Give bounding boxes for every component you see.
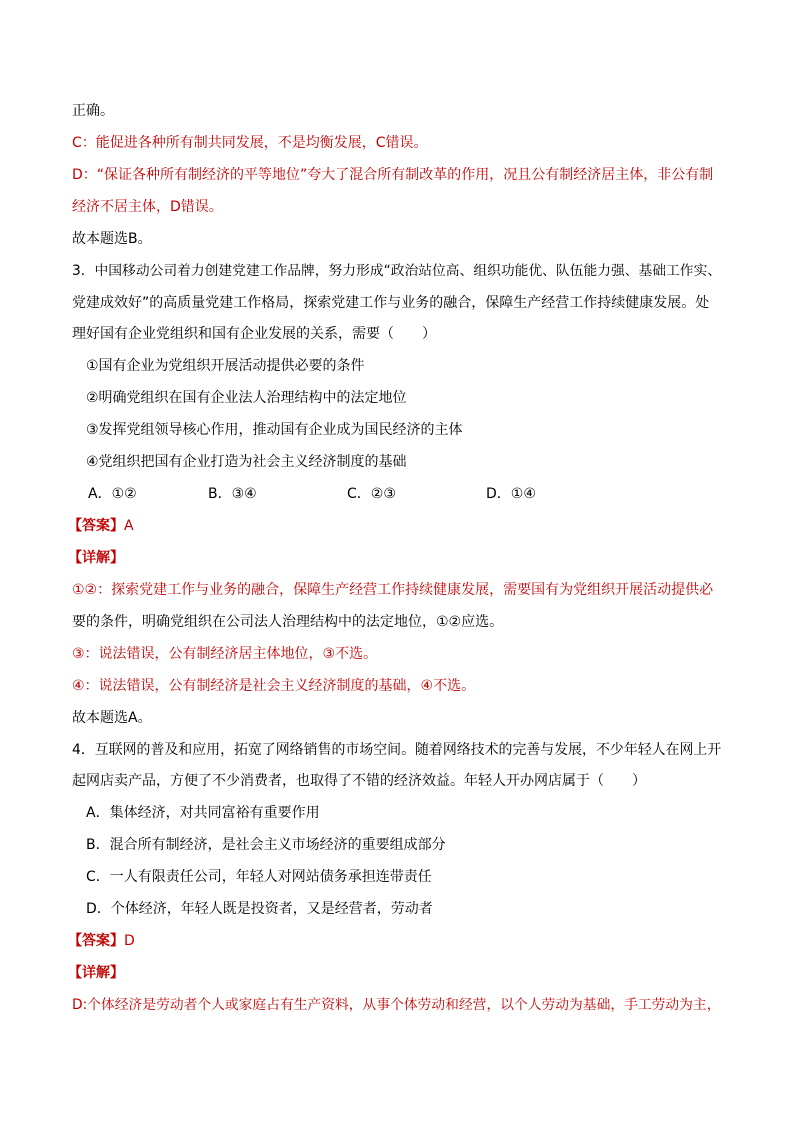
q3-item-1: ①国有企业为党组织开展活动提供必要的条件 — [86, 358, 365, 374]
q3-option-a: A．①② — [88, 486, 137, 502]
q4-detail-heading — [68, 963, 722, 983]
q3-item-4: ④党组织把国有企业打造为社会主义经济制度的基础 — [86, 454, 407, 470]
q4-stem-line2: 起网店卖产品，方便了不少消费者，也取得了不错的经济效益。年轻人开办网店属于（ ） — [72, 773, 646, 789]
q3-option-d: D．①④ — [486, 486, 536, 502]
explanation-d-line1: D：“保证各种所有制经济的平等地位”夸大了混合所有制改革的作用，况且公有制经济居主体，非公有制 — [72, 167, 714, 183]
answer-tag: 【答案】 — [68, 518, 124, 534]
q4-option-a: A．集体经济，对共同富裕有重要作用 — [86, 805, 320, 821]
q3-detail-line4: ④：说法错误，公有制经济是社会主义经济制度的基础，④不选。 — [72, 678, 476, 694]
q3-option-b: B．③④ — [208, 486, 257, 502]
explanation-d-line2: 经济不居主体，D错误。 — [72, 199, 223, 215]
detail-tag: 【详解】 — [68, 965, 124, 981]
q4-option-d: D．个体经济，年轻人既是投资者，又是经营者，劳动者 — [86, 901, 433, 917]
q3-stem-line3: 理好国有企业党组织和国有企业发展的关系，需要（ ） — [72, 326, 436, 342]
q3-stem-line1: 3．中国移动公司着力创建党建工作品牌，努力形成“政治站位高、组织功能优、队伍能力强、基础工作实、 — [72, 263, 722, 279]
q3-detail-line3: ③：说法错误，公有制经济居主体地位，③不选。 — [72, 646, 378, 662]
q4-answer — [68, 931, 722, 951]
explanation-c: C：能促进各种所有制共同发展，不是均衡发展，C错误。 — [72, 135, 428, 151]
q3-detail-line2: 要的条件，明确党组织在公司法人治理结构中的法定地位，①②应选。 — [72, 614, 504, 630]
q3-detail-heading — [68, 548, 722, 568]
q4-option-b: B．混合所有制经济，是社会主义市场经济的重要组成部分 — [86, 837, 446, 853]
q3-item-3: ③发挥党组领导核心作用，推动国有企业成为国民经济的主体 — [86, 422, 463, 438]
q3-option-c: C．②③ — [347, 486, 396, 502]
q3-item-2: ②明确党组织在国有企业法人治理结构中的法定地位 — [86, 390, 407, 406]
q3-stem-line2: 党建成效好”的高质量党建工作格局，探索党建工作与业务的融合，保障生产经营工作持续健康发展。处 — [72, 295, 710, 311]
q4-stem-line1: 4．互联网的普及和应用，拓宽了网络销售的市场空间。随着网络技术的完善与发展，不少年轻人在网上开 — [72, 742, 722, 758]
q4-option-c: C．一人有限责任公司，年轻人对网站债务承担连带责任 — [86, 869, 432, 885]
detail-tag: 【详解】 — [68, 550, 124, 566]
answer-value: A — [124, 518, 134, 534]
q3-detail-line1: ①②：探索党建工作与业务的融合，保障生产经营工作持续健康发展，需要国有为党组织开展活动提供必 — [72, 582, 714, 598]
answer-tag: 【答案】 — [68, 933, 124, 949]
q3-answer — [68, 516, 722, 536]
conclusion: 故本题选B。 — [72, 231, 152, 247]
q3-conclusion: 故本题选A。 — [72, 710, 152, 726]
q4-detail-line1: D:个体经济是劳动者个人或家庭占有生产资料，从事个体劳动和经营，以个人劳动为基础，手工劳动为主， — [72, 997, 721, 1013]
text-line: 正确。 — [72, 103, 114, 119]
answer-value: D — [124, 933, 135, 949]
